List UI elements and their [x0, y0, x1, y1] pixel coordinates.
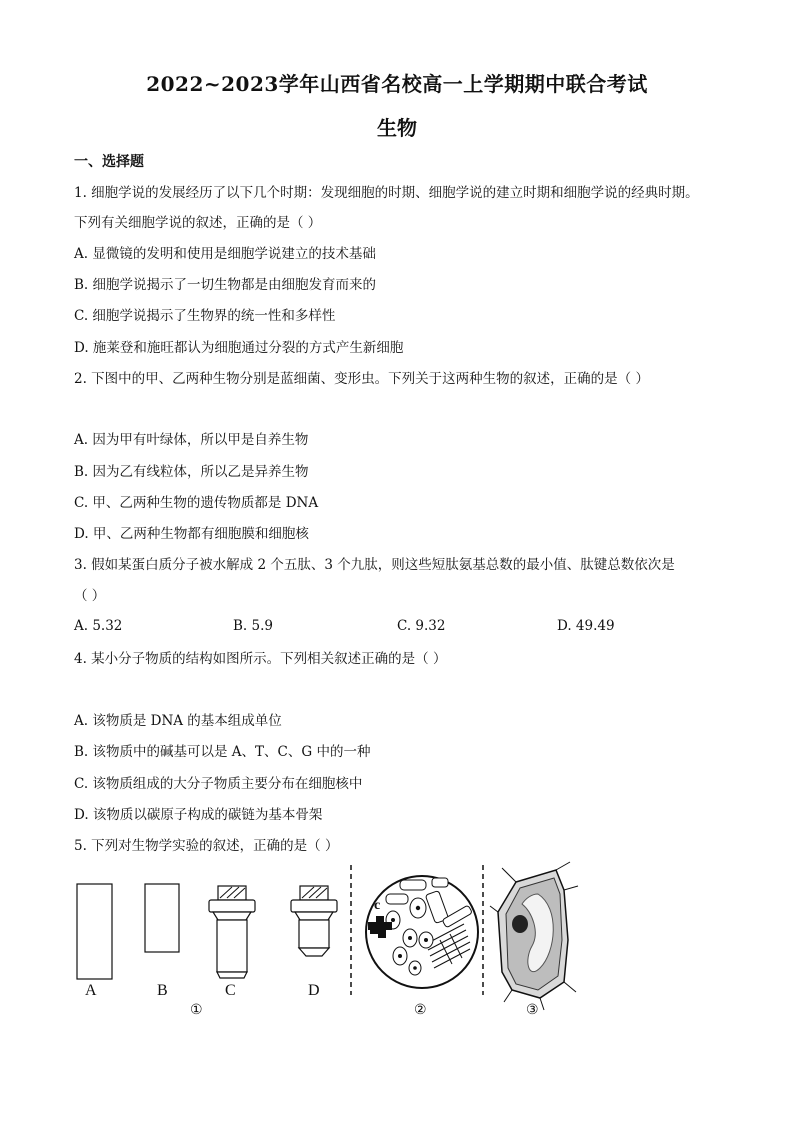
cell-label-c: c: [374, 898, 381, 913]
section-heading: 一、选择题: [74, 154, 144, 170]
q2-option-d: D. 甲、乙两种生物都有细胞膜和细胞核: [74, 526, 309, 542]
q1-stem-line2: 下列有关细胞学说的叙述，正确的是（ ）: [74, 215, 322, 231]
q2-stem: 2. 下图中的甲、乙两种生物分别是蓝细菌、变形虫。下列关于这两种生物的叙述，正确的是（ ）: [74, 371, 649, 387]
q1-option-a: A. 显微镜的发明和使用是细胞学说建立的技术基础: [74, 246, 376, 262]
panel-3-number: ③: [526, 1002, 539, 1018]
panel-2-number: ②: [414, 1002, 427, 1018]
objective-c: [209, 886, 255, 978]
q1-stem-line1: 1. 细胞学说的发展经历了以下几个时期：发现细胞的时期、细胞学说的建立时期和细胞学说的经典时期。: [74, 185, 699, 201]
panel-1-number: ①: [190, 1002, 203, 1018]
field-of-view: [366, 876, 478, 988]
q5-stem: 5. 下列对生物学实验的叙述，正确的是（ ）: [74, 838, 339, 854]
q4-stem: 4. 某小分子物质的结构如图所示。下列相关叙述正确的是（ ）: [74, 651, 447, 667]
label-c: C: [225, 982, 236, 999]
q1-option-d: D. 施莱登和施旺都认为细胞通过分裂的方式产生新细胞: [74, 340, 404, 356]
q2-option-a: A. 因为甲有叶绿体，所以甲是自养生物: [74, 432, 309, 448]
q1-option-c: C. 细胞学说揭示了生物界的统一性和多样性: [74, 308, 336, 324]
q2-option-b: B. 因为乙有线粒体，所以乙是异养生物: [74, 464, 309, 480]
q4-option-b: B. 该物质中的碱基可以是 A、T、C、G 中的一种: [74, 744, 371, 760]
q3-option-c: C. 9.32: [397, 618, 446, 634]
label-a: A: [85, 982, 97, 999]
eyepiece-a: [77, 884, 112, 979]
q4-option-d: D. 该物质以碳原子构成的碳链为基本骨架: [74, 807, 323, 823]
exam-subject: 生物: [377, 116, 417, 140]
label-b: B: [157, 982, 168, 999]
exam-title: 2022~2023学年山西省名校高一上学期期中联合考试: [146, 72, 648, 96]
q3-stem-line1: 3. 假如某蛋白质分子被水解成 2 个五肽、3 个九肽，则这些短肽氨基总数的最小值、肽键总数依次是: [74, 557, 675, 573]
plant-cell: [490, 862, 578, 1010]
microscope-figure: [70, 860, 670, 1025]
q3-option-a: A. 5.32: [74, 618, 123, 634]
q4-option-c: C. 该物质组成的大分子物质主要分布在细胞核中: [74, 776, 363, 792]
objective-d: [291, 886, 337, 956]
q5-figure: [70, 860, 670, 1025]
eyepiece-b: [145, 884, 179, 952]
q2-option-c: C. 甲、乙两种生物的遗传物质都是 DNA: [74, 495, 319, 511]
q3-option-b: B. 5.9: [233, 618, 273, 634]
q4-option-a: A. 该物质是 DNA 的基本组成单位: [74, 713, 282, 729]
label-d: D: [308, 982, 320, 999]
q1-option-b: B. 细胞学说揭示了一切生物都是由细胞发育而来的: [74, 277, 377, 293]
q3-stem-line2: （ ）: [74, 588, 106, 604]
q3-option-d: D. 49.49: [557, 618, 615, 634]
